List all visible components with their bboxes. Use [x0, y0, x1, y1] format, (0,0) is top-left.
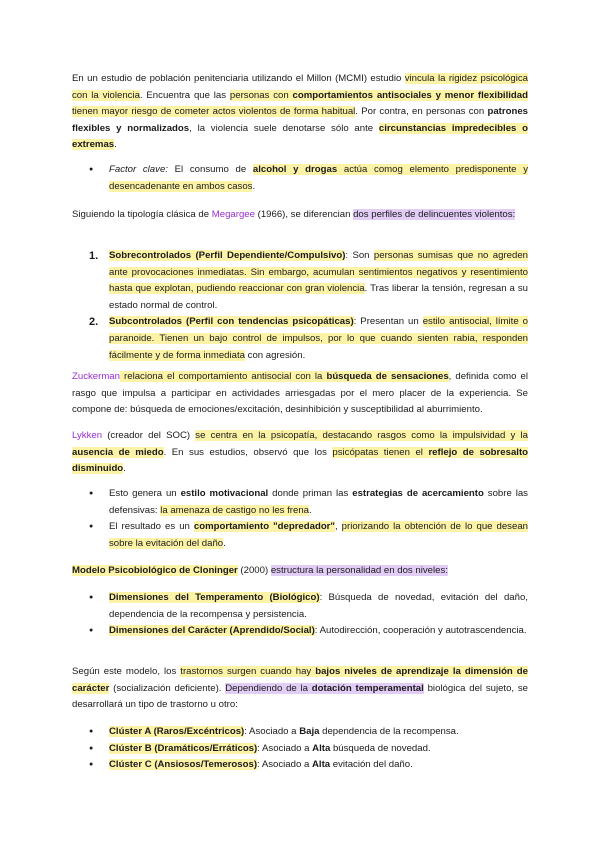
bold-highlight: Sobrecontrolados (Perfil Dependiente/Compulsivo) [109, 250, 346, 261]
text: . [123, 463, 126, 475]
bold-text: búsqueda de sensaciones [326, 371, 449, 382]
text: . [309, 504, 312, 516]
bold-highlight: Clúster B (Dramáticos/Erráticos) [109, 742, 258, 754]
text: . En sus estudios, observó que los [163, 446, 333, 458]
bold-text: estrategias de acercamiento [352, 488, 484, 499]
text: Dependiendo de la [225, 682, 312, 694]
highlight: priorizando la obtención de lo que desean sobre la evitación del daño [109, 521, 528, 549]
bold-highlight: Clúster A (Raros/Excéntricos) [109, 726, 245, 737]
list-number: 2. [89, 316, 99, 329]
italic-text: Factor clave: [109, 164, 168, 175]
highlight: vincula la rigidez psicológica con la violencia [72, 73, 528, 101]
bold-text: reflejo de sobresalto disminuido [72, 446, 529, 475]
text: Según este modelo, los [72, 666, 181, 677]
text: . Encuentra que las [139, 89, 230, 101]
author-name: Zuckerman [72, 371, 120, 382]
text: , [334, 521, 342, 533]
list-item [72, 741, 528, 758]
bold-highlight: alcohol y drogas [252, 164, 338, 175]
text: : Asociado a [257, 759, 312, 771]
bold-text: patrones flexibles y normalizados [72, 106, 528, 134]
bold-highlight: Dimensiones del Carácter (Aprendido/Social) [109, 625, 315, 637]
list-item [72, 314, 528, 364]
bold-text: comportamientos antisociales y menor flexibilidad [292, 89, 528, 101]
list-item [72, 757, 528, 774]
text: : Búsqueda de novedad, evitación del daño, dependencia de la recompensa y persistencia. [109, 592, 528, 620]
text: El consumo de [167, 164, 253, 175]
text: Siguiendo la tipología clásica de [72, 209, 212, 220]
highlight: estilo antisocial, límite o paranoide. Tienen un bajo control de impulsos, por lo que cuando sienten rabia, responden fácilmente y de forma inmediata [109, 316, 528, 361]
list-item [72, 248, 528, 314]
text: (2000) [237, 565, 271, 576]
text: . [223, 537, 226, 549]
text: En un estudio de población penitenciaria utilizando el Millon (MCMI) estudio [72, 73, 405, 84]
text: . [114, 139, 117, 151]
bold-text: dotación temperamental [311, 682, 424, 694]
list-item [72, 623, 528, 640]
text: El resultado es un [109, 521, 194, 533]
text: . Tras liberar la tensión, regresan a su estado normal de control. [109, 283, 528, 311]
text: : Son [345, 250, 374, 261]
text: : Presentan un [353, 316, 423, 328]
highlight: personas sumisas que no agreden ante provocaciones inmediatas. Sin embargo, acumulan sentimientos negativos y resentimiento hasta que explotan, pudiendo reaccionar con gran violencia [109, 250, 528, 295]
text: tienen mayor riesgo de cometer actos violentos de forma habitual [72, 106, 356, 118]
list-item [72, 486, 528, 519]
text: biológica del sujeto, se desarrollará un tipo de trastorno u otro: [72, 682, 529, 711]
text: evitación del daño. [330, 759, 413, 771]
paragraph-lykken [72, 428, 528, 478]
text: : Asociado a [257, 742, 313, 754]
bold-highlight: Subcontrolados (Perfil con tendencias psicopáticas) [109, 316, 354, 328]
bold-text: bajos niveles de aprendizaje la dimensión de carácter [72, 666, 528, 694]
list-item [72, 519, 528, 552]
text: con agresión. [244, 349, 306, 361]
highlight [225, 683, 424, 694]
paragraph-millon [72, 71, 528, 154]
highlight: dos perfiles de delincuentes violentos: [353, 209, 516, 220]
author-name: Lykken [72, 430, 103, 441]
list-number: 1. [89, 250, 99, 262]
highlight [120, 371, 449, 382]
text: sobre las defensivas: [109, 488, 528, 516]
factor-list [72, 162, 528, 195]
bold-highlight: Clúster C (Ansiosos/Temerosos) [109, 759, 258, 771]
paragraph-cloninger [72, 563, 528, 580]
highlight: la amenaza de castigo no les frena [160, 504, 309, 516]
author-name: Megargee [211, 209, 255, 220]
lykken-list [72, 486, 528, 552]
bold-text: estilo motivacional [180, 488, 269, 499]
list-item [72, 590, 528, 623]
list-item [72, 724, 528, 741]
list-item [72, 162, 528, 195]
text: . Por contra, en personas con [355, 106, 488, 118]
text: dependencia de la recompensa. [319, 726, 459, 737]
text: Esto genera un [109, 488, 181, 499]
cloninger-list [72, 590, 528, 640]
text: trastornos surgen cuando hay [180, 666, 316, 677]
bold-highlight: Modelo Psicobiológico de Cloninger [72, 565, 238, 576]
text: (1966), se diferencian [254, 209, 354, 220]
bold-text: Alta [311, 759, 331, 771]
highlight: estructura la personalidad en dos niveles: [270, 565, 448, 576]
paragraph-megargee [72, 207, 528, 224]
bold-highlight: circunstancias impredecibles o extremas [72, 122, 529, 151]
bold-text: Baja [299, 726, 320, 737]
bold-text: Alta [312, 742, 331, 754]
text: se centra en la psicopatía, destacando rasgos como la impulsividad y la [195, 430, 528, 441]
text: : Autodirección, cooperación y autotrascendencia. [314, 625, 527, 637]
text: relaciona el comportamiento antisocial con la [119, 371, 327, 382]
text: , definida como el rasgo que impulsa a participar en actividades arriesgadas por el mero placer de la experiencia. Se compone de: búsqueda de emociones/excitación, desinhibición y susceptibilidad al aburrimiento. [72, 371, 528, 416]
bold-highlight: comportamiento "depredador" [193, 521, 335, 533]
text: . [252, 180, 256, 192]
cluster-list [72, 724, 528, 774]
text: búsqueda de novedad. [330, 742, 431, 754]
text: (creador del SOC) [102, 430, 196, 441]
text: psicópatas tienen el [332, 446, 429, 458]
bold-highlight: Dimensiones del Temperamento (Biológico) [109, 592, 320, 603]
numbered-list [72, 248, 528, 364]
text: personas con [229, 89, 293, 101]
paragraph-model [72, 664, 528, 714]
text: : Asociado a [244, 726, 300, 737]
paragraph-zuckerman [72, 369, 528, 419]
text: donde priman las [268, 488, 353, 499]
text: , la violencia suele denotarse sólo ante [189, 122, 379, 134]
highlight: actúa comog elemento predisponente y desencadenante en ambos casos [109, 164, 528, 192]
bold-text: ausencia de miedo [72, 446, 164, 458]
text: (socialización deficiente). [109, 682, 226, 694]
